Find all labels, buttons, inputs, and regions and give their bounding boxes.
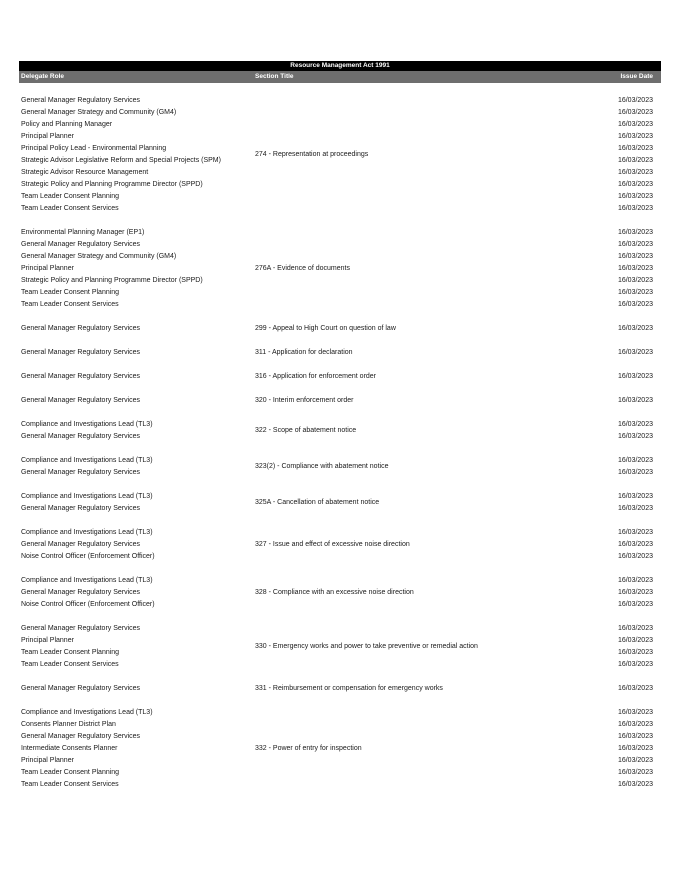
delegate-role: Strategic Policy and Planning Programme Director (SPPD) <box>21 277 203 284</box>
table-row <box>19 287 661 299</box>
issue-date: 16/03/2023 <box>617 241 653 248</box>
delegate-role: General Manager Regulatory Services <box>21 589 141 596</box>
delegation-group <box>19 623 661 671</box>
issue-date: 16/03/2023 <box>617 349 653 356</box>
table-row <box>19 107 661 119</box>
issue-date: 16/03/2023 <box>617 181 653 188</box>
issue-date: 16/03/2023 <box>617 625 653 632</box>
issue-date: 16/03/2023 <box>617 145 653 152</box>
section-title: 331 - Reimbursement or compensation for emergency works <box>255 685 443 692</box>
table-row <box>19 659 661 671</box>
issue-date: 16/03/2023 <box>617 493 653 500</box>
delegate-role: General Manager Regulatory Services <box>21 325 141 332</box>
section-title: 320 - Interim enforcement order <box>255 397 354 404</box>
delegate-role: General Manager Regulatory Services <box>21 433 141 440</box>
delegate-role: Strategic Advisor Resource Management <box>21 169 149 176</box>
issue-date: 16/03/2023 <box>617 253 653 260</box>
section-title: 274 - Representation at proceedings <box>255 151 369 158</box>
delegate-role: Environmental Planning Manager (EP1) <box>21 229 145 236</box>
delegate-role: Noise Control Officer (Enforcement Officer) <box>21 601 155 608</box>
issue-date: 16/03/2023 <box>617 661 653 668</box>
delegate-role: Strategic Advisor Legislative Reform and Special Projects (SPM) <box>21 157 221 164</box>
issue-date: 16/03/2023 <box>617 277 653 284</box>
table-row <box>19 719 661 731</box>
issue-date: 16/03/2023 <box>617 373 653 380</box>
delegate-role: Noise Control Officer (Enforcement Officer) <box>21 553 155 560</box>
delegate-role: Team Leader Consent Planning <box>21 649 120 656</box>
section-title: 332 - Power of entry for inspection <box>255 745 362 752</box>
delegation-group <box>19 527 661 563</box>
delegate-role: Compliance and Investigations Lead (TL3) <box>21 493 153 500</box>
issue-date: 16/03/2023 <box>617 733 653 740</box>
delegate-role: General Manager Regulatory Services <box>21 541 141 548</box>
issue-date: 16/03/2023 <box>617 457 653 464</box>
issue-date: 16/03/2023 <box>617 553 653 560</box>
issue-date: 16/03/2023 <box>617 97 653 104</box>
delegation-group <box>19 395 661 407</box>
delegation-group <box>19 371 661 383</box>
issue-date: 16/03/2023 <box>617 709 653 716</box>
header-section-title: Section Title <box>255 73 294 80</box>
section-title: 328 - Compliance with an excessive noise direction <box>255 589 414 596</box>
table-row <box>19 527 661 539</box>
document-title: Resource Management Act 1991 <box>19 61 661 71</box>
issue-date: 16/03/2023 <box>617 601 653 608</box>
delegate-role: General Manager Strategy and Community (GM4) <box>21 109 177 116</box>
delegation-group <box>19 227 661 311</box>
delegation-group <box>19 347 661 359</box>
delegate-role: General Manager Regulatory Services <box>21 97 141 104</box>
delegate-role: Principal Planner <box>21 637 74 644</box>
table-row <box>19 779 661 791</box>
table-row <box>19 239 661 251</box>
table-row <box>19 275 661 287</box>
delegate-role: Team Leader Consent Services <box>21 301 119 308</box>
table-row <box>19 551 661 563</box>
section-title: 311 - Application for declaration <box>255 349 353 356</box>
issue-date: 16/03/2023 <box>617 757 653 764</box>
issue-date: 16/03/2023 <box>617 397 653 404</box>
issue-date: 16/03/2023 <box>617 265 653 272</box>
delegate-role: Compliance and Investigations Lead (TL3) <box>21 529 153 536</box>
delegate-role: Principal Planner <box>21 265 74 272</box>
table-row <box>19 131 661 143</box>
delegate-role: Principal Planner <box>21 133 74 140</box>
table-row <box>19 167 661 179</box>
delegate-role: Compliance and Investigations Lead (TL3) <box>21 577 153 584</box>
section-title: 322 - Scope of abatement notice <box>255 427 357 434</box>
delegation-groups <box>19 95 661 791</box>
issue-date: 16/03/2023 <box>617 505 653 512</box>
delegate-role: Strategic Policy and Planning Programme Director (SPPD) <box>21 181 203 188</box>
delegate-role: General Manager Strategy and Community (GM4) <box>21 253 177 260</box>
delegate-role: Compliance and Investigations Lead (TL3) <box>21 709 153 716</box>
delegate-role: General Manager Regulatory Services <box>21 241 141 248</box>
delegate-role: General Manager Regulatory Services <box>21 733 141 740</box>
issue-date: 16/03/2023 <box>617 433 653 440</box>
delegate-role: Principal Policy Lead - Environmental Planning <box>21 145 167 152</box>
delegation-group <box>19 683 661 695</box>
table-row <box>19 179 661 191</box>
issue-date: 16/03/2023 <box>617 589 653 596</box>
delegate-role: Policy and Planning Manager <box>21 121 113 128</box>
table-row <box>19 755 661 767</box>
delegation-group <box>19 707 661 791</box>
table-row <box>19 119 661 131</box>
issue-date: 16/03/2023 <box>617 121 653 128</box>
issue-date: 16/03/2023 <box>617 637 653 644</box>
delegate-role: General Manager Regulatory Services <box>21 685 141 692</box>
table-row <box>19 203 661 215</box>
issue-date: 16/03/2023 <box>617 169 653 176</box>
delegate-role: Team Leader Consent Services <box>21 781 119 788</box>
table-row <box>19 767 661 779</box>
delegate-role: General Manager Regulatory Services <box>21 397 141 404</box>
issue-date: 16/03/2023 <box>617 649 653 656</box>
issue-date: 16/03/2023 <box>617 745 653 752</box>
delegation-group <box>19 455 661 479</box>
delegate-role: Compliance and Investigations Lead (TL3) <box>21 421 153 428</box>
section-title: 276A - Evidence of documents <box>255 265 350 272</box>
delegation-group <box>19 419 661 443</box>
delegation-group <box>19 95 661 215</box>
delegate-role: Team Leader Consent Planning <box>21 289 120 296</box>
issue-date: 16/03/2023 <box>617 781 653 788</box>
issue-date: 16/03/2023 <box>617 289 653 296</box>
issue-date: 16/03/2023 <box>617 109 653 116</box>
issue-date: 16/03/2023 <box>617 301 653 308</box>
issue-date: 16/03/2023 <box>617 325 653 332</box>
issue-date: 16/03/2023 <box>617 193 653 200</box>
table-row <box>19 731 661 743</box>
table-row <box>19 299 661 311</box>
delegation-group <box>19 491 661 515</box>
table-row <box>19 251 661 263</box>
delegate-role: Intermediate Consents Planner <box>21 745 118 752</box>
issue-date: 16/03/2023 <box>617 577 653 584</box>
issue-date: 16/03/2023 <box>617 157 653 164</box>
section-title: 316 - Application for enforcement order <box>255 373 377 380</box>
delegate-role: Principal Planner <box>21 757 74 764</box>
delegate-role: General Manager Regulatory Services <box>21 349 141 356</box>
section-title: 299 - Appeal to High Court on question of law <box>255 325 396 332</box>
table-row <box>19 575 661 587</box>
table-row <box>19 707 661 719</box>
issue-date: 16/03/2023 <box>617 529 653 536</box>
delegate-role: Team Leader Consent Planning <box>21 769 120 776</box>
delegation-group <box>19 323 661 335</box>
section-title: 327 - Issue and effect of excessive noise direction <box>255 541 410 548</box>
table-row <box>19 623 661 635</box>
delegate-role: General Manager Regulatory Services <box>21 625 141 632</box>
delegate-role: Team Leader Consent Services <box>21 205 119 212</box>
section-title: 323(2) - Compliance with abatement notice <box>255 463 389 470</box>
issue-date: 16/03/2023 <box>617 769 653 776</box>
issue-date: 16/03/2023 <box>617 205 653 212</box>
delegate-role: Consents Planner District Plan <box>21 721 116 728</box>
issue-date: 16/03/2023 <box>617 721 653 728</box>
issue-date: 16/03/2023 <box>617 133 653 140</box>
issue-date: 16/03/2023 <box>617 421 653 428</box>
delegate-role: Team Leader Consent Services <box>21 661 119 668</box>
delegate-role: General Manager Regulatory Services <box>21 469 141 476</box>
issue-date: 16/03/2023 <box>617 685 653 692</box>
delegate-role: General Manager Regulatory Services <box>21 373 141 380</box>
delegate-role: Team Leader Consent Planning <box>21 193 120 200</box>
issue-date: 16/03/2023 <box>617 469 653 476</box>
section-title: 325A - Cancellation of abatement notice <box>255 499 380 506</box>
issue-date: 16/03/2023 <box>617 541 653 548</box>
delegate-role: General Manager Regulatory Services <box>21 505 141 512</box>
table-row <box>19 599 661 611</box>
table-row <box>19 191 661 203</box>
header-issue-date: Issue Date <box>620 73 653 80</box>
column-header-row <box>19 71 661 83</box>
table-row <box>19 95 661 107</box>
section-title: 330 - Emergency works and power to take preventive or remedial action <box>255 643 478 650</box>
delegate-role: Compliance and Investigations Lead (TL3) <box>21 457 153 464</box>
delegations-document <box>19 61 661 803</box>
header-delegate-role: Delegate Role <box>21 73 64 80</box>
delegation-group <box>19 575 661 611</box>
issue-date: 16/03/2023 <box>617 229 653 236</box>
table-row <box>19 227 661 239</box>
